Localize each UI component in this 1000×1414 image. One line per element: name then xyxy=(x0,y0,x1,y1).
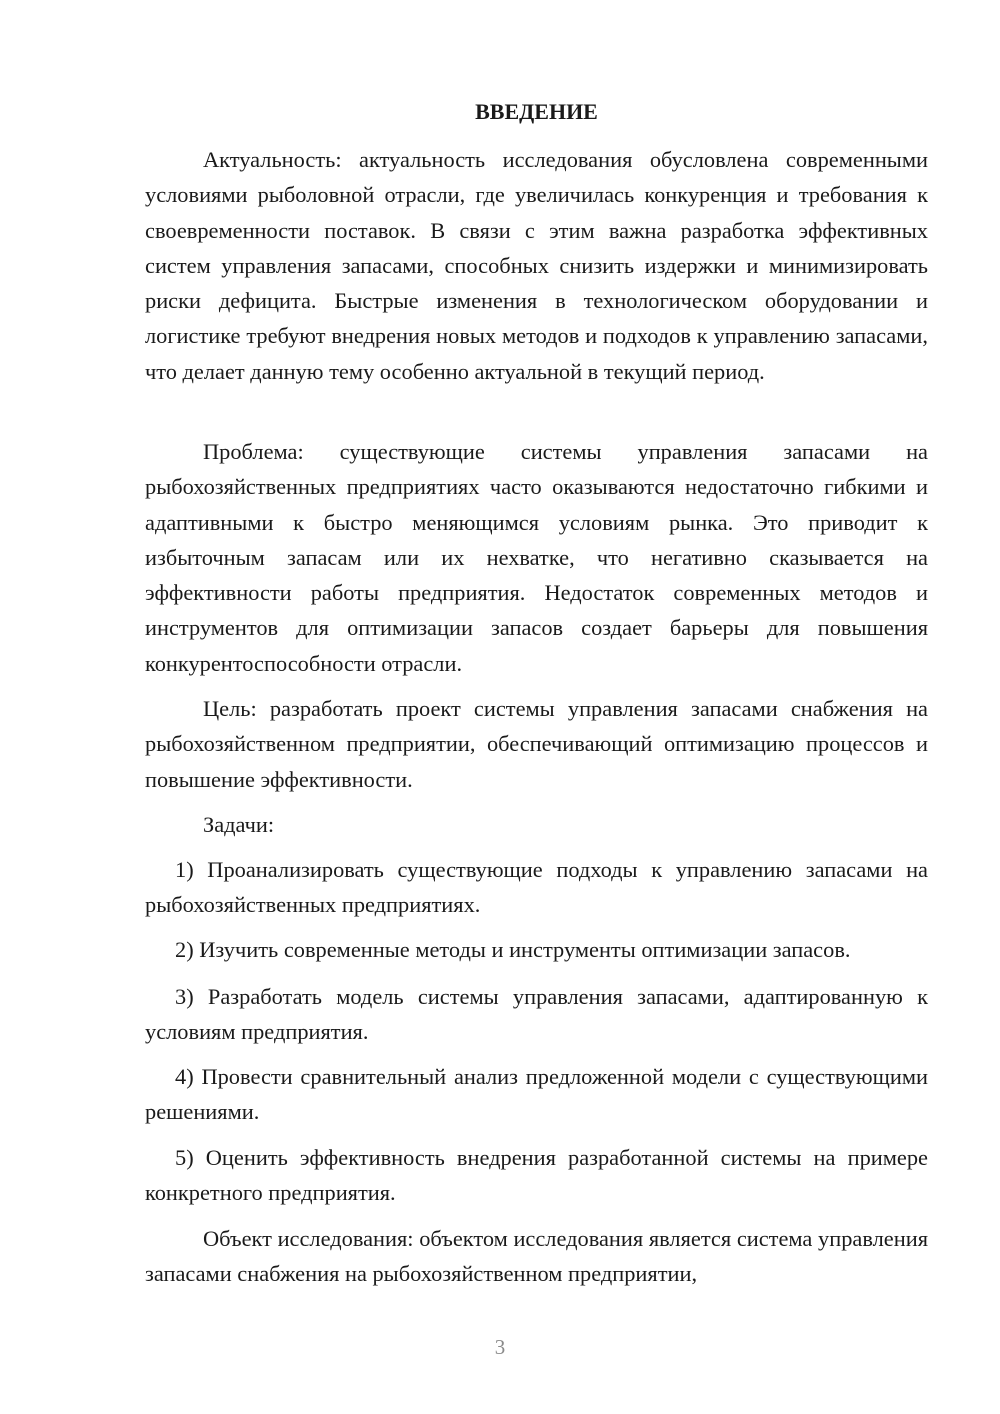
paragraph-goal: Цель: разработать проект системы управления запасами снабжения на рыбохозяйственном предприятии, обеспечивающий оптимизацию процессов и повышение эффективности. xyxy=(145,696,928,792)
task-item-1: 1) Проанализировать существующие подходы к управлению запасами на рыбохозяйственных предприятиях. xyxy=(145,857,928,918)
paragraph-problem: Проблема: существующие системы управления запасами на рыбохозяйственных предприятиях часто оказываются недостаточно гибкими и адаптивными к быстро меняющимся условиям рынка. Это приводит к избыточным запасам или их нехватке, что негативно сказывается на эффективности работы предприятия. Недостаток современных методов и инструментов для оптимизации запасов создает барьеры для повышения конкурентоспособности отрасли. xyxy=(145,439,928,676)
tasks-label: Задачи: xyxy=(203,812,275,837)
task-item-4: 4) Провести сравнительный анализ предложенной модели с существующими решениями. xyxy=(145,1064,928,1125)
paragraph-relevance: Актуальность: актуальность исследования обусловлена современными условиями рыболовной отрасли, где увеличилась конкуренция и требования к своевременности поставок. В связи с этим важна разработка эффективных систем управления запасами, способных снизить издержки и минимизировать риски дефицита. Быстрые изменения в технологическом оборудовании и логистике требуют внедрения новых методов и подходов к управлению запасами, что делает данную тему особенно актуальной в текущий период. xyxy=(145,147,928,384)
task-item-5: 5) Оценить эффективность внедрения разработанной системы на примере конкретного предприятия. xyxy=(145,1145,928,1206)
task-item-2: 2) Изучить современные методы и инструменты оптимизации запасов. xyxy=(175,937,851,962)
paragraph-object: Объект исследования: объектом исследования является система управления запасами снабжения на рыбохозяйственном предприятии, xyxy=(145,1226,928,1287)
task-item-3: 3) Разработать модель системы управления запасами, адаптированную к условиям предприятия. xyxy=(145,984,928,1045)
section-heading: ВВЕДЕНИЕ xyxy=(475,99,598,124)
page-number: 3 xyxy=(494,1335,506,1359)
